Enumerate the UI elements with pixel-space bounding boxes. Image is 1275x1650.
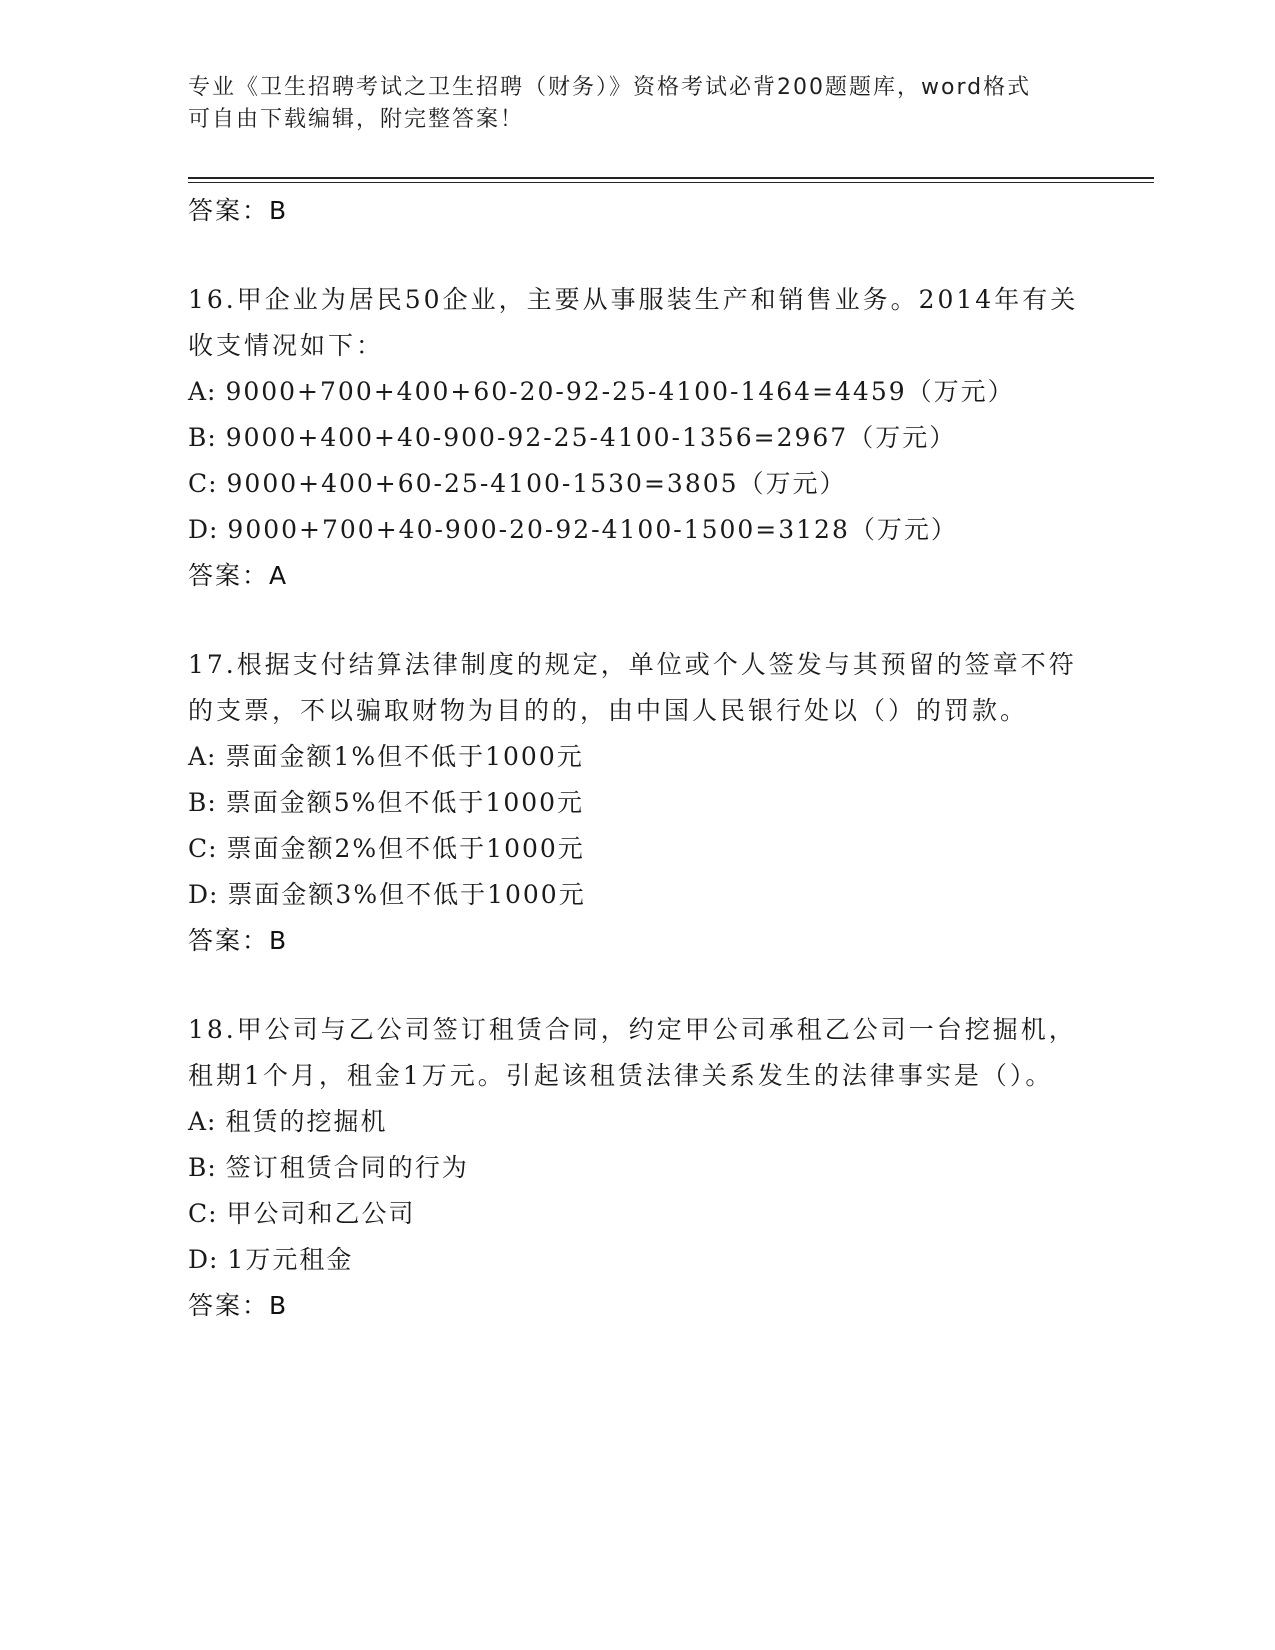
question-stem: 16.甲企业为居民50企业，主要从事服装生产和销售业务。2014年有关收支情况如下： (188, 285, 1079, 360)
document-body (188, 188, 1088, 1329)
option-d (188, 507, 1088, 553)
option-b (188, 1145, 1088, 1191)
option-text: 票面金额1%但不低于1000元 (225, 742, 584, 771)
option-key: C: (188, 1199, 218, 1228)
option-key: B: (188, 423, 217, 452)
option-key: A: (188, 1107, 217, 1136)
option-a (188, 369, 1088, 415)
option-text: 票面金额2%但不低于1000元 (226, 834, 585, 863)
option-text: 1万元租金 (227, 1245, 354, 1274)
option-text: 甲公司和乙公司 (226, 1199, 416, 1228)
option-text: 票面金额5%但不低于1000元 (225, 788, 585, 817)
header-line-2: 可自由下载编辑，附完整答案！ (188, 107, 525, 132)
option-key: A: (188, 377, 217, 406)
option-key: B: (188, 788, 217, 817)
option-d (188, 872, 1088, 918)
answer-line: 答案：B (188, 196, 289, 225)
question-block-16 (188, 277, 1088, 599)
option-key: D: (188, 515, 219, 544)
option-text: 票面金额3%但不低于1000元 (227, 880, 586, 909)
document-header (188, 72, 1088, 136)
option-d (188, 1237, 1088, 1283)
option-c (188, 826, 1088, 872)
option-text: 9000+700+400+60-20-92-25-4100-1464=4459（万元） (225, 377, 1015, 406)
option-key: D: (188, 1245, 219, 1274)
answer-line: 答案：B (188, 926, 289, 955)
option-text: 签订租赁合同的行为 (225, 1153, 469, 1182)
option-key: C: (188, 834, 218, 863)
answer-line: 答案：B (188, 1291, 289, 1320)
option-text: 9000+700+40-900-20-92-4100-1500=3128（万元） (227, 515, 958, 544)
option-key: B: (188, 1153, 217, 1182)
option-c (188, 461, 1088, 507)
option-text: 9000+400+40-900-92-25-4100-1356=2967（万元） (225, 423, 957, 452)
option-b (188, 780, 1088, 826)
question-block-18 (188, 1007, 1088, 1329)
question-stem: 17.根据支付结算法律制度的规定，单位或个人签发与其预留的签章不符的支票，不以骗取财物为目的的，由中国人民银行处以（）的罚款。 (188, 650, 1077, 725)
question-stem: 18.甲公司与乙公司签订租赁合同，约定甲公司承租乙公司一台挖掘机，租期1个月，租金1万元。引起该租赁法律关系发生的法律事实是（）。 (188, 1015, 1077, 1090)
option-b (188, 415, 1088, 461)
header-rule-thick (188, 177, 1154, 179)
option-key: D: (188, 880, 219, 909)
option-text: 租赁的挖掘机 (225, 1107, 388, 1136)
header-line-1: 专业《卫生招聘考试之卫生招聘（财务）》资格考试必背200题题库，word格式 (188, 75, 1032, 100)
question-block-17 (188, 642, 1088, 964)
option-a (188, 734, 1088, 780)
option-c (188, 1191, 1088, 1237)
option-key: A: (188, 742, 217, 771)
header-rule-thin (188, 182, 1154, 183)
option-key: C: (188, 469, 218, 498)
option-a (188, 1099, 1088, 1145)
answer-line: 答案：A (188, 561, 289, 590)
option-text: 9000+400+60-25-4100-1530=3805（万元） (226, 469, 847, 498)
